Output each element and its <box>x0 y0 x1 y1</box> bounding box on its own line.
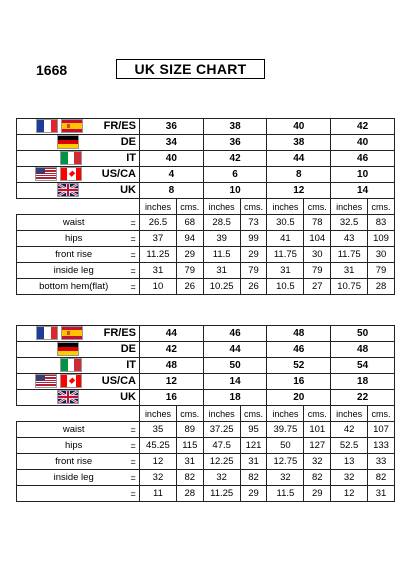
inches-value: 31 <box>203 263 240 279</box>
measurement-label <box>17 486 129 502</box>
inches-value: 11.5 <box>203 247 240 263</box>
measurement-label: hips <box>17 438 129 454</box>
inches-value: 12.25 <box>203 454 240 470</box>
size-row-uk <box>17 183 395 199</box>
inches-value: 12 <box>140 454 177 470</box>
cms-header: cms. <box>176 406 203 422</box>
cms-value: 29 <box>240 247 267 263</box>
inches-value: 11.25 <box>140 247 177 263</box>
inches-value: 39 <box>203 231 240 247</box>
flag-de-icon <box>57 135 79 149</box>
inches-value: 45.25 <box>140 438 177 454</box>
cms-value: 133 <box>368 438 395 454</box>
inches-value: 35 <box>140 422 177 438</box>
size-value: 46 <box>331 151 395 167</box>
region-flags <box>17 342 140 358</box>
inches-value: 11.75 <box>331 247 368 263</box>
cms-header: cms. <box>368 199 395 215</box>
flag-ca-icon <box>60 167 82 181</box>
size-value: 14 <box>331 183 395 199</box>
equals-sign: = <box>128 279 139 295</box>
size-value: 48 <box>331 342 395 358</box>
cms-value: 101 <box>304 422 331 438</box>
measurement-label: inside leg <box>17 263 129 279</box>
region-label: US/CA <box>101 168 136 180</box>
inches-header: inches <box>331 406 368 422</box>
region-label: IT <box>126 359 136 371</box>
region-label: FR/ES <box>103 327 136 339</box>
inches-value: 50 <box>267 438 304 454</box>
flag-fr-icon <box>36 326 58 340</box>
inches-header: inches <box>267 406 304 422</box>
size-row-de <box>17 342 395 358</box>
size-value: 16 <box>140 390 204 406</box>
flag-es-icon <box>61 119 83 133</box>
cms-value: 83 <box>368 215 395 231</box>
size-value: 20 <box>267 390 331 406</box>
flag-it-icon <box>60 358 82 372</box>
inches-value: 37 <box>140 231 177 247</box>
flag-it-icon <box>60 151 82 165</box>
inches-value: 32 <box>331 470 368 486</box>
inches-value: 32 <box>140 470 177 486</box>
size-value: 36 <box>203 135 267 151</box>
region-flags <box>17 135 140 151</box>
cms-value: 31 <box>176 454 203 470</box>
equals-sign: = <box>128 438 139 454</box>
cms-value: 33 <box>368 454 395 470</box>
size-value: 12 <box>140 374 204 390</box>
equals-sign: = <box>128 215 139 231</box>
inches-value: 12.75 <box>267 454 304 470</box>
measurement-label: front rise <box>17 454 129 470</box>
measurement-row <box>17 279 395 295</box>
cms-value: 79 <box>368 263 395 279</box>
size-value: 42 <box>331 119 395 135</box>
cms-value: 30 <box>368 247 395 263</box>
region-label: UK <box>120 184 136 196</box>
cms-header: cms. <box>368 406 395 422</box>
inches-value: 43 <box>331 231 368 247</box>
measurement-row <box>17 231 395 247</box>
size-value: 18 <box>331 374 395 390</box>
cms-value: 79 <box>304 263 331 279</box>
inches-value: 32 <box>203 470 240 486</box>
cms-value: 89 <box>176 422 203 438</box>
size-row-us-ca <box>17 374 395 390</box>
measurement-label: hips <box>17 231 129 247</box>
inches-value: 12 <box>331 486 368 502</box>
size-value: 46 <box>203 326 267 342</box>
cms-value: 79 <box>176 263 203 279</box>
flag-fr-icon <box>36 119 58 133</box>
inches-header: inches <box>140 199 177 215</box>
cms-value: 31 <box>240 454 267 470</box>
size-table-1 <box>16 118 395 295</box>
region-label: DE <box>120 343 136 355</box>
inches-value: 26.5 <box>140 215 177 231</box>
inches-value: 11.5 <box>267 486 304 502</box>
measurement-label: front rise <box>17 247 129 263</box>
measurement-row <box>17 438 395 454</box>
inches-value: 37.25 <box>203 422 240 438</box>
cms-value: 127 <box>304 438 331 454</box>
inches-value: 31 <box>267 263 304 279</box>
cms-value: 29 <box>240 486 267 502</box>
cms-value: 32 <box>304 454 331 470</box>
region-flags <box>17 374 140 390</box>
size-value: 50 <box>203 358 267 374</box>
cms-value: 99 <box>240 231 267 247</box>
cms-header: cms. <box>304 199 331 215</box>
equals-sign: = <box>128 470 139 486</box>
product-code: 1668 <box>36 62 68 78</box>
cms-header: cms. <box>304 406 331 422</box>
cms-value: 107 <box>368 422 395 438</box>
size-value: 16 <box>267 374 331 390</box>
cms-header: cms. <box>240 406 267 422</box>
size-value: 36 <box>140 119 204 135</box>
size-value: 40 <box>331 135 395 151</box>
size-value: 42 <box>140 342 204 358</box>
cms-value: 121 <box>240 438 267 454</box>
measurement-row <box>17 422 395 438</box>
flag-ca-icon <box>60 374 82 388</box>
region-flags <box>17 390 140 406</box>
cms-value: 82 <box>368 470 395 486</box>
size-value: 8 <box>140 183 204 199</box>
size-value: 50 <box>331 326 395 342</box>
equals-sign: = <box>128 231 139 247</box>
cms-value: 68 <box>176 215 203 231</box>
size-value: 34 <box>140 135 204 151</box>
size-value: 44 <box>140 326 204 342</box>
size-value: 44 <box>267 151 331 167</box>
size-value: 40 <box>140 151 204 167</box>
size-value: 22 <box>331 390 395 406</box>
size-row-fr-es <box>17 326 395 342</box>
inches-value: 11.25 <box>203 486 240 502</box>
cms-value: 31 <box>368 486 395 502</box>
region-flags <box>17 326 140 342</box>
flag-es-icon <box>61 326 83 340</box>
size-value: 52 <box>267 358 331 374</box>
region-label: DE <box>120 136 136 148</box>
measurement-row <box>17 263 395 279</box>
inches-header: inches <box>140 406 177 422</box>
measurement-row <box>17 454 395 470</box>
size-row-us-ca <box>17 167 395 183</box>
inches-header: inches <box>203 406 240 422</box>
cms-value: 82 <box>240 470 267 486</box>
cms-header: cms. <box>176 199 203 215</box>
size-value: 10 <box>203 183 267 199</box>
inches-header: inches <box>331 199 368 215</box>
inches-value: 31 <box>331 263 368 279</box>
size-value: 46 <box>267 342 331 358</box>
region-flags <box>17 358 140 374</box>
cms-value: 94 <box>176 231 203 247</box>
measurement-label: waist <box>17 215 129 231</box>
size-row-it <box>17 358 395 374</box>
cms-value: 30 <box>304 247 331 263</box>
flag-uk-icon <box>57 390 79 404</box>
size-value: 38 <box>203 119 267 135</box>
inches-value: 41 <box>267 231 304 247</box>
cms-value: 26 <box>176 279 203 295</box>
equals-sign: = <box>128 263 139 279</box>
inches-value: 42 <box>331 422 368 438</box>
flag-us-icon <box>35 374 57 388</box>
inches-value: 52.5 <box>331 438 368 454</box>
cms-value: 29 <box>304 486 331 502</box>
size-value: 4 <box>140 167 204 183</box>
cms-header: cms. <box>240 199 267 215</box>
unit-header-row <box>17 199 395 215</box>
size-value: 12 <box>267 183 331 199</box>
region-flags <box>17 119 140 135</box>
inches-value: 30.5 <box>267 215 304 231</box>
flag-de-icon <box>57 342 79 356</box>
size-value: 38 <box>267 135 331 151</box>
inches-value: 39.75 <box>267 422 304 438</box>
cms-value: 29 <box>176 247 203 263</box>
cms-value: 78 <box>304 215 331 231</box>
region-flags <box>17 167 140 183</box>
inches-value: 31 <box>140 263 177 279</box>
size-value: 54 <box>331 358 395 374</box>
equals-sign: = <box>128 486 139 502</box>
region-label: FR/ES <box>103 120 136 132</box>
inches-value: 32.5 <box>331 215 368 231</box>
measurement-label: bottom hem(flat) <box>17 279 129 295</box>
measurement-row <box>17 470 395 486</box>
region-label: UK <box>120 391 136 403</box>
size-row-it <box>17 151 395 167</box>
inches-header: inches <box>267 199 304 215</box>
cms-value: 79 <box>240 263 267 279</box>
cms-value: 73 <box>240 215 267 231</box>
cms-value: 104 <box>304 231 331 247</box>
size-value: 44 <box>203 342 267 358</box>
size-row-uk <box>17 390 395 406</box>
cms-value: 28 <box>368 279 395 295</box>
inches-value: 10.75 <box>331 279 368 295</box>
size-value: 48 <box>267 326 331 342</box>
region-label: US/CA <box>101 375 136 387</box>
size-value: 6 <box>203 167 267 183</box>
cms-value: 82 <box>176 470 203 486</box>
size-value: 48 <box>140 358 204 374</box>
cms-value: 27 <box>304 279 331 295</box>
equals-sign: = <box>128 422 139 438</box>
measurement-label: inside leg <box>17 470 129 486</box>
size-value: 8 <box>267 167 331 183</box>
region-flags <box>17 183 140 199</box>
equals-sign: = <box>128 454 139 470</box>
measurement-row <box>17 247 395 263</box>
unit-header-row <box>17 406 395 422</box>
size-value: 40 <box>267 119 331 135</box>
size-table-2 <box>16 325 395 502</box>
flag-us-icon <box>35 167 57 181</box>
size-value: 10 <box>331 167 395 183</box>
flag-uk-icon <box>57 183 79 197</box>
region-label: IT <box>126 152 136 164</box>
cms-value: 115 <box>176 438 203 454</box>
inches-value: 47.5 <box>203 438 240 454</box>
measurement-row <box>17 215 395 231</box>
cms-value: 26 <box>240 279 267 295</box>
cms-value: 82 <box>304 470 331 486</box>
size-value: 42 <box>203 151 267 167</box>
inches-value: 13 <box>331 454 368 470</box>
measurement-row <box>17 486 395 502</box>
inches-value: 10.5 <box>267 279 304 295</box>
inches-value: 28.5 <box>203 215 240 231</box>
cms-value: 109 <box>368 231 395 247</box>
size-value: 14 <box>203 374 267 390</box>
equals-sign: = <box>128 247 139 263</box>
inches-value: 11 <box>140 486 177 502</box>
chart-title: UK SIZE CHART <box>116 59 265 79</box>
inches-value: 10.25 <box>203 279 240 295</box>
size-value: 18 <box>203 390 267 406</box>
inches-value: 10 <box>140 279 177 295</box>
cms-value: 95 <box>240 422 267 438</box>
region-flags <box>17 151 140 167</box>
measurement-label: waist <box>17 422 129 438</box>
size-row-de <box>17 135 395 151</box>
inches-value: 11.75 <box>267 247 304 263</box>
cms-value: 28 <box>176 486 203 502</box>
size-row-fr-es <box>17 119 395 135</box>
inches-header: inches <box>203 199 240 215</box>
inches-value: 32 <box>267 470 304 486</box>
